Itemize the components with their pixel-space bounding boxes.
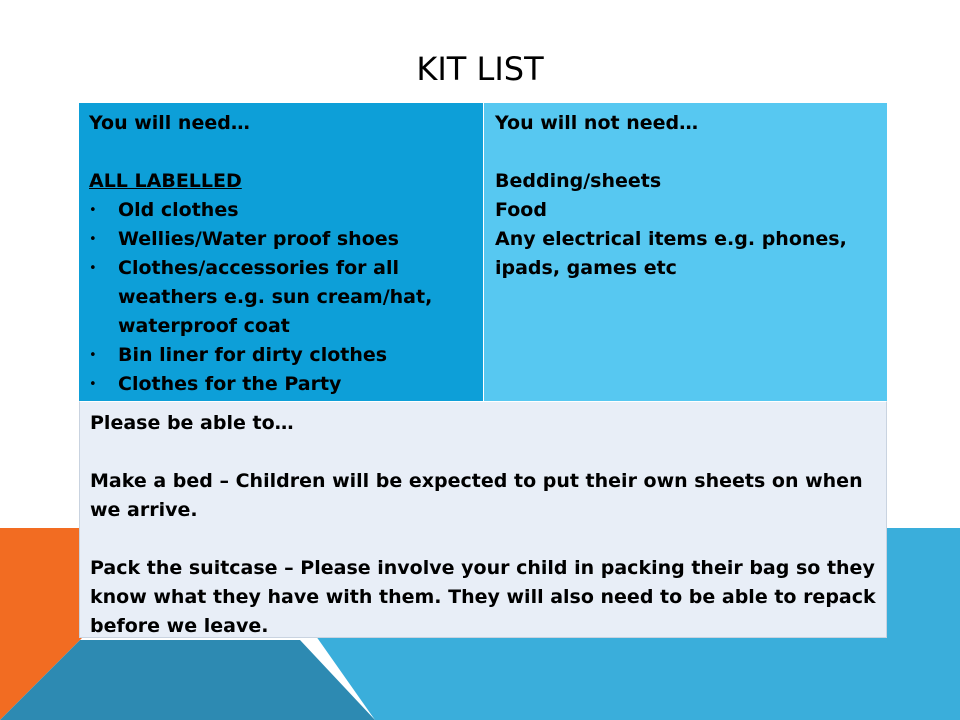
able-paragraph: Make a bed – Children will be expected to put their own sheets on when we arrive. (90, 470, 863, 521)
need-item-label: Bin liner for dirty clothes (118, 344, 388, 366)
bullet-icon: • (89, 261, 97, 276)
not-need-cell (483, 103, 887, 401)
list-item (89, 341, 473, 370)
bullet-icon: • (89, 232, 97, 247)
need-list (89, 196, 473, 399)
not-need-item: Any electrical items e.g. phones, ipads, games etc (495, 228, 847, 279)
not-need-item: Food (495, 199, 547, 221)
able-cell (79, 401, 887, 638)
need-subheading: ALL LABELLED (89, 170, 242, 192)
need-item-label: Wellies/Water proof shoes (118, 228, 399, 250)
list-item (89, 196, 473, 225)
need-item-label: Old clothes (118, 199, 239, 221)
not-need-heading: You will not need… (495, 112, 699, 134)
bullet-icon: • (89, 348, 97, 363)
list-item (89, 225, 473, 254)
bullet-icon: • (89, 377, 97, 392)
need-item-label: Clothes/accessories for all weathers e.g. sun cream/hat, waterproof coat (118, 257, 433, 337)
not-need-item: Bedding/sheets (495, 170, 662, 192)
need-heading: You will need… (89, 112, 250, 134)
kit-list-table (79, 103, 887, 638)
page-title: KIT LIST (416, 50, 544, 88)
need-item-label: Clothes for the Party (118, 373, 342, 395)
able-paragraph: Pack the suitcase – Please involve your child in packing their bag so they know what they have with them. They will also need to be able to repack before we leave. (90, 557, 876, 637)
bullet-icon: • (89, 203, 97, 218)
list-item (89, 254, 473, 341)
list-item (89, 370, 473, 399)
need-cell (79, 103, 483, 401)
able-heading: Please be able to… (90, 412, 294, 434)
